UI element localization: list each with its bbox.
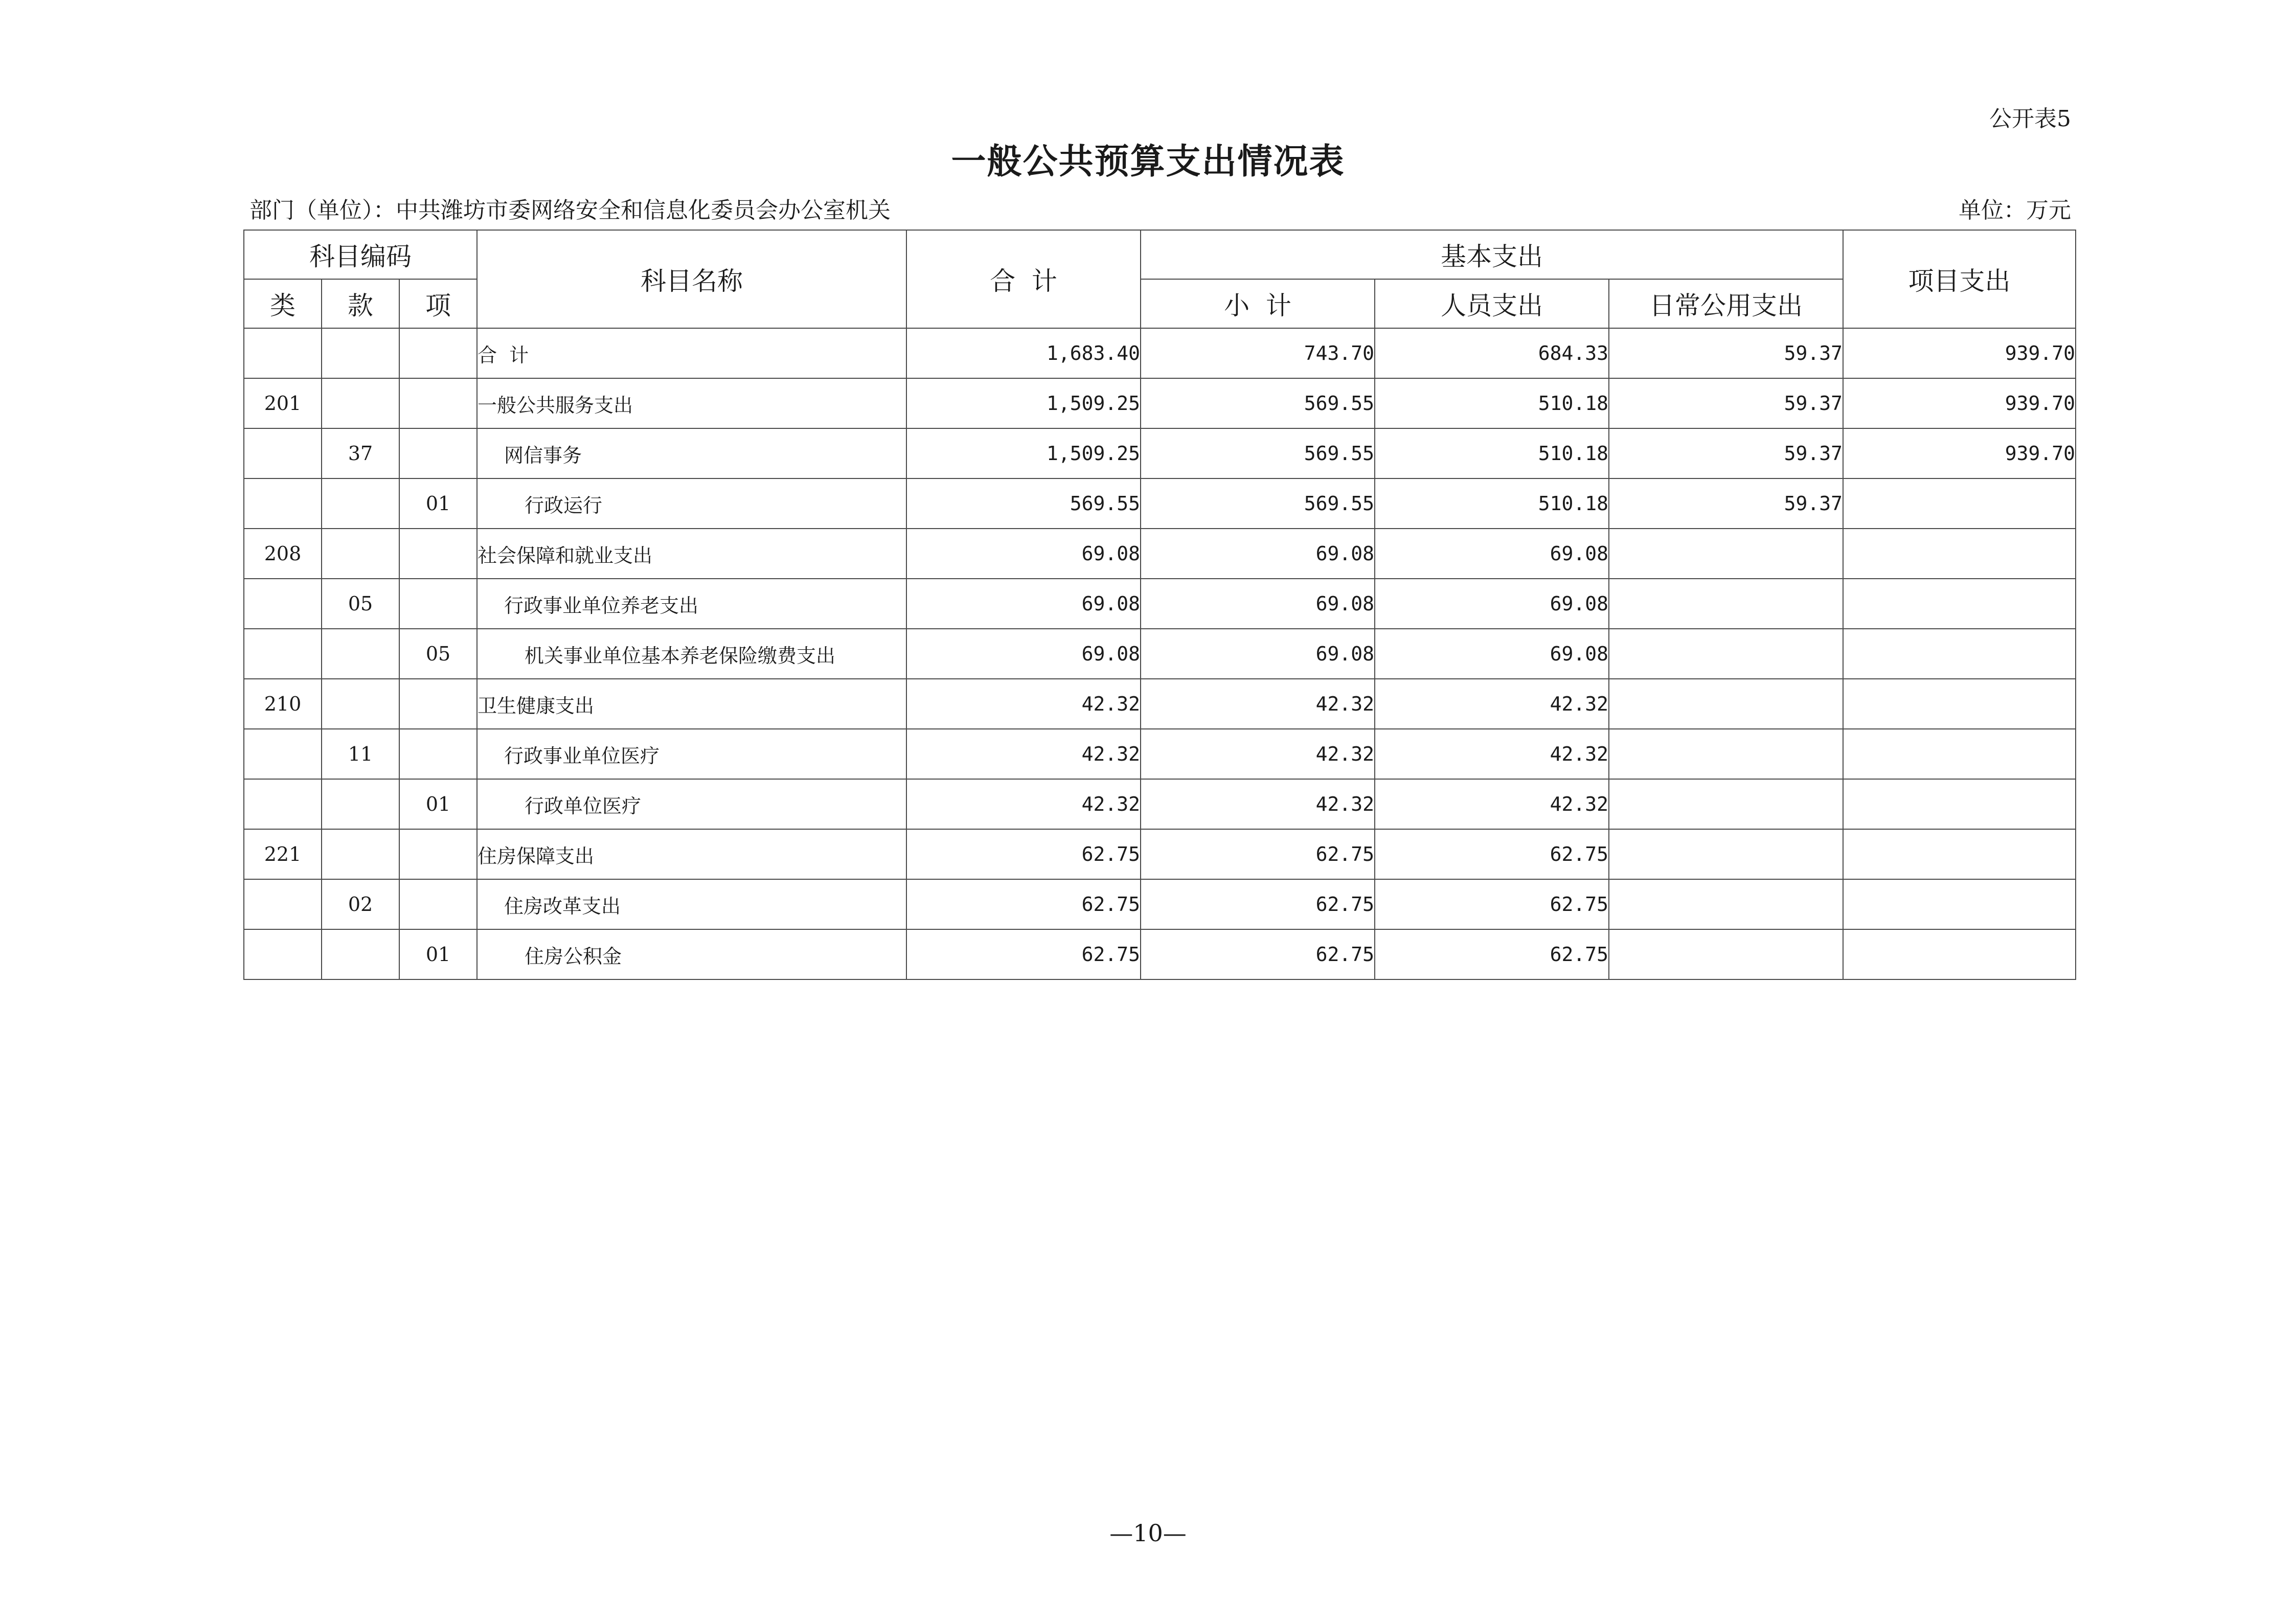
header-project: 项目支出	[1843, 230, 2076, 328]
cell-total: 69.08	[906, 579, 1141, 629]
cell-public: 59.37	[1609, 478, 1843, 529]
header-total: 合 计	[906, 230, 1141, 328]
cell-subtotal: 569.55	[1141, 428, 1375, 478]
header-kuan: 款	[322, 279, 399, 328]
cell-kuan: 11	[322, 729, 399, 779]
cell-name: 行政单位医疗	[477, 779, 906, 829]
cell-xiang: 01	[399, 478, 477, 529]
cell-lei	[244, 629, 322, 679]
cell-lei: 221	[244, 829, 322, 879]
budget-table	[243, 230, 2076, 980]
cell-lei	[244, 428, 322, 478]
cell-name: 网信事务	[477, 428, 906, 478]
cell-project	[1843, 529, 2076, 579]
cell-total: 42.32	[906, 679, 1141, 729]
cell-name: 行政事业单位医疗	[477, 729, 906, 779]
cell-subtotal: 42.32	[1141, 679, 1375, 729]
cell-xiang: 01	[399, 929, 477, 979]
cell-lei: 210	[244, 679, 322, 729]
cell-xiang: 01	[399, 779, 477, 829]
cell-public: 59.37	[1609, 328, 1843, 378]
cell-personnel: 69.08	[1375, 529, 1609, 579]
cell-total: 69.08	[906, 529, 1141, 579]
cell-public	[1609, 779, 1843, 829]
cell-personnel: 510.18	[1375, 478, 1609, 529]
cell-kuan	[322, 529, 399, 579]
cell-kuan	[322, 679, 399, 729]
cell-name: 行政运行	[477, 478, 906, 529]
page-number: —10—	[1109, 1519, 1187, 1547]
header-personnel: 人员支出	[1375, 279, 1609, 328]
cell-personnel: 62.75	[1375, 929, 1609, 979]
cell-name: 合 计	[477, 328, 906, 378]
cell-subtotal: 62.75	[1141, 929, 1375, 979]
department-label: 部门（单位）：中共潍坊市委网络安全和信息化委员会办公室机关	[249, 197, 891, 223]
cell-kuan	[322, 378, 399, 428]
table-corner-tag: 公开表5	[1989, 106, 2071, 132]
cell-public	[1609, 579, 1843, 629]
cell-project: 939.70	[1843, 328, 2076, 378]
header-xiang: 项	[399, 279, 477, 328]
cell-public	[1609, 929, 1843, 979]
cell-project	[1843, 779, 2076, 829]
cell-lei: 201	[244, 378, 322, 428]
cell-xiang	[399, 829, 477, 879]
cell-project	[1843, 679, 2076, 729]
cell-personnel: 510.18	[1375, 428, 1609, 478]
cell-project	[1843, 829, 2076, 879]
table-row	[244, 478, 2076, 529]
cell-name: 住房改革支出	[477, 879, 906, 929]
cell-public	[1609, 879, 1843, 929]
cell-subtotal: 569.55	[1141, 478, 1375, 529]
cell-lei	[244, 729, 322, 779]
cell-name: 一般公共服务支出	[477, 378, 906, 428]
cell-kuan: 05	[322, 579, 399, 629]
cell-subtotal: 743.70	[1141, 328, 1375, 378]
cell-name: 住房保障支出	[477, 829, 906, 879]
header-lei: 类	[244, 279, 322, 328]
cell-xiang	[399, 879, 477, 929]
cell-project: 939.70	[1843, 378, 2076, 428]
cell-lei	[244, 579, 322, 629]
table-body	[244, 328, 2076, 979]
cell-total: 569.55	[906, 478, 1141, 529]
cell-lei	[244, 879, 322, 929]
cell-project	[1843, 579, 2076, 629]
cell-public	[1609, 629, 1843, 679]
cell-kuan	[322, 328, 399, 378]
cell-subtotal: 62.75	[1141, 879, 1375, 929]
table-row	[244, 929, 2076, 979]
cell-kuan: 02	[322, 879, 399, 929]
cell-project	[1843, 478, 2076, 529]
cell-public	[1609, 829, 1843, 879]
cell-subtotal: 42.32	[1141, 779, 1375, 829]
cell-subtotal: 569.55	[1141, 378, 1375, 428]
cell-project	[1843, 629, 2076, 679]
cell-xiang	[399, 679, 477, 729]
cell-name: 社会保障和就业支出	[477, 529, 906, 579]
cell-public: 59.37	[1609, 378, 1843, 428]
cell-lei	[244, 779, 322, 829]
cell-personnel: 69.08	[1375, 579, 1609, 629]
header-subtotal: 小 计	[1141, 279, 1375, 328]
cell-lei	[244, 328, 322, 378]
cell-xiang	[399, 529, 477, 579]
cell-lei	[244, 478, 322, 529]
cell-personnel: 510.18	[1375, 378, 1609, 428]
cell-kuan	[322, 829, 399, 879]
cell-personnel: 42.32	[1375, 779, 1609, 829]
header-code-group: 科目编码	[244, 230, 477, 279]
cell-xiang	[399, 729, 477, 779]
cell-public	[1609, 529, 1843, 579]
cell-project	[1843, 729, 2076, 779]
table-row	[244, 879, 2076, 929]
cell-personnel: 42.32	[1375, 729, 1609, 779]
cell-public	[1609, 679, 1843, 729]
cell-personnel: 69.08	[1375, 629, 1609, 679]
table-row	[244, 729, 2076, 779]
header-public: 日常公用支出	[1609, 279, 1843, 328]
table-row	[244, 829, 2076, 879]
table-row	[244, 529, 2076, 579]
cell-public: 59.37	[1609, 428, 1843, 478]
table-row	[244, 328, 2076, 378]
cell-xiang	[399, 328, 477, 378]
table-row	[244, 629, 2076, 679]
cell-total: 42.32	[906, 779, 1141, 829]
cell-xiang: 05	[399, 629, 477, 679]
cell-project	[1843, 879, 2076, 929]
cell-kuan	[322, 929, 399, 979]
cell-total: 69.08	[906, 629, 1141, 679]
cell-subtotal: 42.32	[1141, 729, 1375, 779]
cell-total: 1,683.40	[906, 328, 1141, 378]
page-title: 一般公共预算支出情况表	[951, 142, 1345, 182]
cell-xiang	[399, 428, 477, 478]
cell-project: 939.70	[1843, 428, 2076, 478]
unit-label: 单位：万元	[1959, 197, 2071, 223]
cell-public	[1609, 729, 1843, 779]
cell-subtotal: 69.08	[1141, 579, 1375, 629]
header-row-top	[244, 230, 2076, 279]
cell-personnel: 42.32	[1375, 679, 1609, 729]
header-name: 科目名称	[477, 230, 906, 328]
cell-project	[1843, 929, 2076, 979]
cell-lei: 208	[244, 529, 322, 579]
cell-total: 1,509.25	[906, 428, 1141, 478]
cell-total: 1,509.25	[906, 378, 1141, 428]
cell-personnel: 684.33	[1375, 328, 1609, 378]
table-row	[244, 779, 2076, 829]
cell-total: 42.32	[906, 729, 1141, 779]
table-row	[244, 428, 2076, 478]
cell-xiang	[399, 579, 477, 629]
cell-name: 住房公积金	[477, 929, 906, 979]
cell-lei	[244, 929, 322, 979]
cell-total: 62.75	[906, 829, 1141, 879]
cell-xiang	[399, 378, 477, 428]
cell-subtotal: 62.75	[1141, 829, 1375, 879]
cell-subtotal: 69.08	[1141, 529, 1375, 579]
cell-name: 卫生健康支出	[477, 679, 906, 729]
header-basic-group: 基本支出	[1141, 230, 1843, 279]
table-row	[244, 378, 2076, 428]
cell-subtotal: 69.08	[1141, 629, 1375, 679]
cell-name: 机关事业单位基本养老保险缴费支出	[477, 629, 906, 679]
cell-kuan: 37	[322, 428, 399, 478]
cell-personnel: 62.75	[1375, 879, 1609, 929]
cell-name: 行政事业单位养老支出	[477, 579, 906, 629]
table-row	[244, 679, 2076, 729]
table-row	[244, 579, 2076, 629]
cell-personnel: 62.75	[1375, 829, 1609, 879]
cell-total: 62.75	[906, 879, 1141, 929]
cell-kuan	[322, 478, 399, 529]
cell-total: 62.75	[906, 929, 1141, 979]
cell-kuan	[322, 629, 399, 679]
cell-kuan	[322, 779, 399, 829]
